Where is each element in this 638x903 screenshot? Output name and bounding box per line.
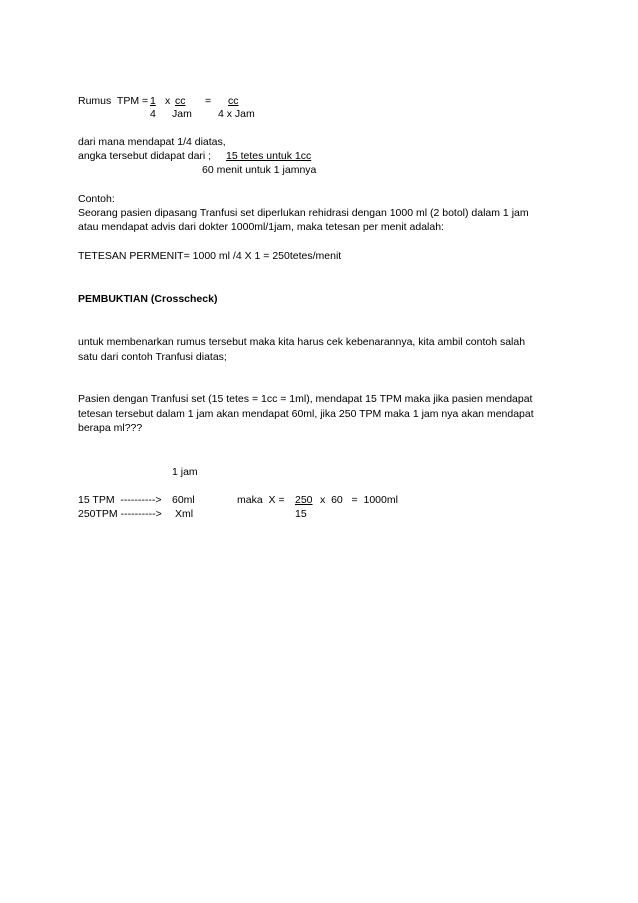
- source-line-1: dari mana mendapat 1/4 diatas,: [78, 136, 226, 148]
- calc-row-2-denominator: 15: [295, 508, 307, 520]
- proof-para-1-line-1: untuk membenarkan rumus tersebut maka kita harus cek kebenarannya, kita ambil contoh salah: [78, 336, 526, 348]
- proof-para-1-line-2: satu dari contoh Tranfusi diatas;: [78, 351, 227, 363]
- source-fraction-denominator: 60 menit untuk 1 jamnya: [202, 164, 317, 176]
- formula-times: x: [165, 95, 171, 107]
- calc-row-1-value: 60ml: [172, 494, 195, 506]
- formula-equals: =: [205, 95, 212, 107]
- example-line-1: Seorang pasien dipasang Tranfusi set diperlukan rehidrasi dengan 1000 ml (2 botol) dalam 1 jam: [78, 207, 529, 219]
- formula-label: Rumus TPM =: [78, 95, 149, 107]
- formula-den-4: 4: [150, 108, 156, 120]
- calc-row-1-maka: maka X =: [237, 494, 285, 506]
- proof-heading: PEMBUKTIAN (Crosscheck): [78, 293, 218, 305]
- proof-para-2-line-3: berapa ml???: [78, 422, 143, 434]
- example-result: TETESAN PERMENIT= 1000 ml /4 X 1 = 250tetes/menit: [78, 250, 342, 262]
- example-line-2: atau mendapat advis dari dokter 1000ml/1jam, maka tetesan per menit adalah:: [78, 221, 444, 233]
- formula-num-cc: cc: [175, 95, 186, 107]
- formula-num-1: 1: [150, 95, 156, 107]
- calc-row-1-numerator: 250: [295, 494, 313, 506]
- example-heading: Contoh:: [78, 193, 115, 205]
- calc-row-2-value: Xml: [175, 508, 194, 520]
- proof-para-2-line-2: tetesan tersebut dalam 1 jam akan mendapat 60ml, jika 250 TPM maka 1 jam nya akan mendapat: [78, 408, 534, 420]
- calc-row-2-left: 250TPM ---------->: [78, 508, 162, 520]
- formula-num-cc-2: cc: [228, 95, 239, 107]
- source-line-2-prefix: angka tersebut didapat dari ;: [78, 150, 212, 162]
- formula-den-jam: Jam: [172, 108, 192, 120]
- calc-row-1-left: 15 TPM ---------->: [78, 494, 162, 506]
- formula-den-4xjam: 4 x Jam: [218, 108, 255, 120]
- proof-para-2-line-1: Pasien dengan Tranfusi set (15 tetes = 1cc = 1ml), mendapat 15 TPM maka jika pasien mendapat: [78, 393, 533, 405]
- source-fraction-numerator: 15 tetes untuk 1cc: [226, 150, 312, 162]
- calc-row-1-rest: x 60 = 1000ml: [320, 494, 398, 506]
- calc-header: 1 jam: [172, 466, 198, 478]
